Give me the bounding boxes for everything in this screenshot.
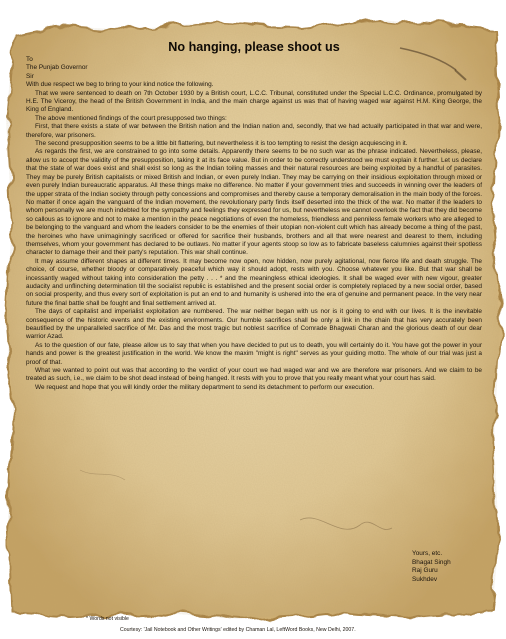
paragraph-different-shapes: It may assume different shapes at different times. It may become now open, now hidden, now purely agitational, now fierce life and death struggle. The choice, of course, whether bloody or comparatively peaceful which way it should adopt, rests with you. Choose whatever you like. But that war shall be incessantly waged without taking into consideration the petty . . . * and the meaningless ethical ideologies. It shall be waged ever with new vigour, greater audacity and unflinching determination till the socialist republic is established and the present social order is completely replaced by a new social order, based on social prosperity, and thus every sort of exploitation is put an end to and humanity is ushered into the era of genuine and permanent peace. In the very near future the final battle shall be fought and final settlement arrived at. (26, 257, 482, 307)
paragraph-our-fate: As to the question of our fate, please allow us to say that when you have decided to put us to death, you will certainly do it. You have got the power in your hands and power is the greatest justification in the world. We know the maxim "might is right" serves as your guiding motto. The whole of our trial was just a proof of that. (26, 341, 482, 366)
courtesy-credit: Courtesy: 'Jail Notebook and Other Writings' edited by Chaman Lal, LeftWord Books, New Delhi, 2007. (120, 627, 356, 633)
signature-block (412, 550, 451, 584)
signatory-bhagat-singh: Bhagat Singh (412, 558, 451, 566)
paragraph-sentence: That we were sentenced to death on 7th October 1930 by a British court, L.C.C. Tribunal, constituted under the Special L.C.C. Ordinance, promulgated by H.E. The Viceroy, the head of the British Government in India, and the main charge against us was that of having waged war against H.M. King George, the King of England. (26, 89, 482, 114)
closing: Yours, etc. (412, 550, 443, 557)
page-title: No hanging, please shoot us (168, 40, 340, 54)
paragraph-war-prisoners: What we wanted to point out was that according to the verdict of your court we had waged war and we are therefore war prisoners. And we claim to be treated as such, i.e., we claim to be shot dead instead of being hanged. It rests with you to prove that you really meant what your court has said. (26, 367, 482, 383)
address-line-salutation: Sir (26, 72, 34, 80)
paragraph-second-presupposition: The second presupposition seems to be a little bit flattering, but nevertheless it is too tempting to resist the design acquiescing in it. (35, 140, 408, 148)
address-line-to: To (26, 56, 33, 63)
address-line-recipient: The Punjab Governor (26, 64, 88, 72)
paragraph-first-presupposition: First, that there exists a state of war between the British nation and the Indian nation and, secondly, that we had actually participated in that war and were, therefore, war prisoners. (26, 123, 482, 139)
paragraph-days-numbered: The days of capitalist and imperialist exploitation are numbered. The war neither began with us nor is it going to end with our lives. It is the inevitable consequence of the historic events and the existing environments. Our humble sacrifices shall be only a link in the chain that has very accurately been beautified by the unparalleled sacrifice of Mr. Das and the most tragic but noblest sacrifice of Comrade Bhagwati Charan and the glorious death of our dear warrior Azad. (26, 308, 482, 341)
paragraph-state-of-war: As regards the first, we are constrained to go into some details. Apparently there seems to be no such war as the phrase indicated. Nevertheless, please, allow us to accept the validity of the presupposition, taking it at its face value. But in order to be correctly understood we must explain it further. Let us declare that the state of war does exist and shall exist so long as the Indian toiling masses and their natural resources are being exploited by a handful of parasites. They may be purely British capitalists or mixed British and Indian, or even purely Indian. They may be carrying on their insidious exploitation through mixed or even purely Indian bureaucratic apparatus. All these things make no difference. No matter if your government tries and succeeds in winning over the leaders of the upper strata of the Indian society through petty concessions and compromises and thereby cause a temporary demoralisation in the main body of the forces. No matter if once again the vanguard of the Indian movement, the revolutionary party finds itself deserted into the thick of the war. No matter if the leaders to whom personally we are much indebted for the sympathy and feelings they expressed for us, but nevertheless we cannot overlook the fact that they did become so callous as to ignore and not to make a mention in the peace negotiations of even the homeless, friendless and penniless female workers who are alleged to be belonging to the vanguard and whom the leaders consider to be the enemies of their utopian non-violent cult which has already become a thing of the past, the heroines who have unimaginingly sacrificed or offered for sacrifice their husbands, brothers and all that were nearest and dearest to them, including themselves, whom your government has declared to be outlaws. No matter if your agents stoop so low as to fabricate baseless calumnies against their spotless character to damage their and their party's reputation. This war shall continue. (26, 148, 482, 257)
signatory-raj-guru: Raj Guru (412, 567, 438, 575)
signatory-sukhdev: Sukhdev (412, 575, 438, 583)
letter-content (26, 40, 482, 392)
paragraph-presuppositions: The above mentioned findings of the court presupposed two things: (35, 114, 227, 122)
paragraph-request: We request and hope that you will kindly order the military department to send its detachment to perform our execution. (35, 383, 375, 391)
footnote: * Words not visible (86, 616, 129, 622)
opening-line: With due respect we beg to bring to your kind notice the following. (26, 81, 214, 89)
